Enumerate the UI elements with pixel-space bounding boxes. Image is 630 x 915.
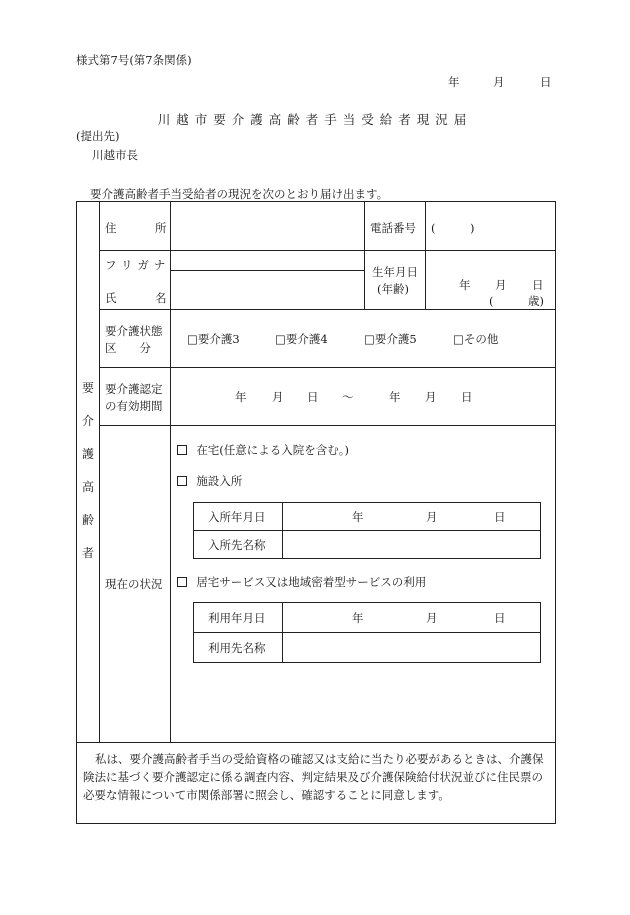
status-home-text: 在宅(任意による入院を含む。) [196,443,350,457]
side-char: 護 [81,447,94,461]
use-name-label: 利用先名称 [208,641,266,655]
side-char: 者 [81,546,94,560]
document-title: 川越市要介護高齢者手当受給者現況届 [157,112,473,127]
care-option-other[interactable]: □その他 [453,332,499,346]
date-year-label: 年 [448,75,460,89]
care-option-3[interactable]: □要介護3 [187,332,240,346]
side-label-elderly [77,372,99,570]
divider-label-col [170,202,171,742]
use-date-label: 利用年月日 [208,611,266,625]
validity-start-month: 月 [272,390,284,404]
validity-label-2: の有効期間 [105,399,163,413]
admission-month: 月 [426,510,438,524]
birth-label-2: (年齢) [377,282,409,296]
birth-label-1: 生年月日 [372,265,418,279]
report-form-table [76,201,556,824]
address-label-2: 所 [155,221,167,235]
status-home-option[interactable] [177,442,349,458]
submit-to-label: (提出先) [76,129,120,143]
use-day: 日 [494,611,506,625]
status-service-option[interactable] [177,574,426,590]
status-facility-option[interactable] [177,473,242,489]
validity-label-1: 要介護認定 [105,382,163,396]
validity-end-day: 日 [461,390,473,404]
divider-side [99,202,100,742]
use-divider-h [194,632,540,633]
status-service-text: 居宅サービス又は地域密着型サービスの利用 [196,575,427,589]
age-value: ( 歳) [489,294,544,308]
row-line-consent [77,742,555,743]
phone-label: 電話番号 [370,221,416,235]
validity-end-year: 年 [389,390,401,404]
admission-date-label: 入所年月日 [208,510,266,524]
intro-text: 要介護高齢者手当受給者の現況を次のとおり届け出ます。 [90,187,389,201]
admission-subtable [193,502,541,559]
furigana-label: フリガナ [105,258,171,272]
name-label-1: 氏 [105,291,117,305]
care-level-label-2: 区 分 [105,341,151,355]
addressee: 川越市長 [92,148,138,162]
validity-start-day: 日 [307,390,319,404]
use-month: 月 [426,611,438,625]
checkbox-icon[interactable] [177,577,187,587]
row-line-2 [99,309,555,310]
side-char: 介 [81,414,94,428]
care-option-5[interactable]: □要介護5 [364,332,417,346]
date-day-label: 日 [540,75,552,89]
row-line-furigana [170,270,364,271]
care-level-label-1: 要介護状態 [105,324,163,338]
row-line-4 [99,425,555,426]
side-char: 齢 [81,513,94,527]
form-number: 様式第7号(第7条関係) [76,53,192,67]
divider-value-col [425,202,426,309]
phone-value: ( ) [431,221,475,235]
use-year: 年 [352,611,364,625]
admission-year: 年 [352,510,364,524]
checkbox-icon[interactable] [177,476,187,486]
row-line-1 [99,250,555,251]
admission-day: 日 [494,510,506,524]
birth-day: 日 [532,278,544,292]
consent-statement: 私は、要介護高齢者手当の受給資格の確認又は支給に当たり必要があるときは、介護保険法に基づく要介護認定に係る調査内容、判定結果及び介護保険給付状況並びに住民票の必要な情報について市関係部署に照会し、確認することに同意します。 [83,752,544,802]
validity-start-year: 年 [235,390,247,404]
validity-end-month: 月 [425,390,437,404]
checkbox-icon[interactable] [177,445,187,455]
admission-divider-h [194,530,540,531]
address-label-1: 住 [105,221,117,235]
validity-tilde: ～ [342,390,354,404]
facility-name-label: 入所先名称 [208,538,266,552]
divider-mid-col [364,202,365,309]
service-use-subtable [193,602,541,663]
birth-month: 月 [495,278,507,292]
status-facility-text: 施設入所 [196,474,243,488]
birth-year: 年 [459,278,471,292]
row-line-3 [99,367,555,368]
name-label-2: 名 [155,291,167,305]
side-char: 要 [81,381,94,395]
side-char: 高 [81,480,94,494]
date-month-label: 月 [493,75,505,89]
status-label: 現在の状況 [105,577,163,591]
care-option-4[interactable]: □要介護4 [275,332,328,346]
